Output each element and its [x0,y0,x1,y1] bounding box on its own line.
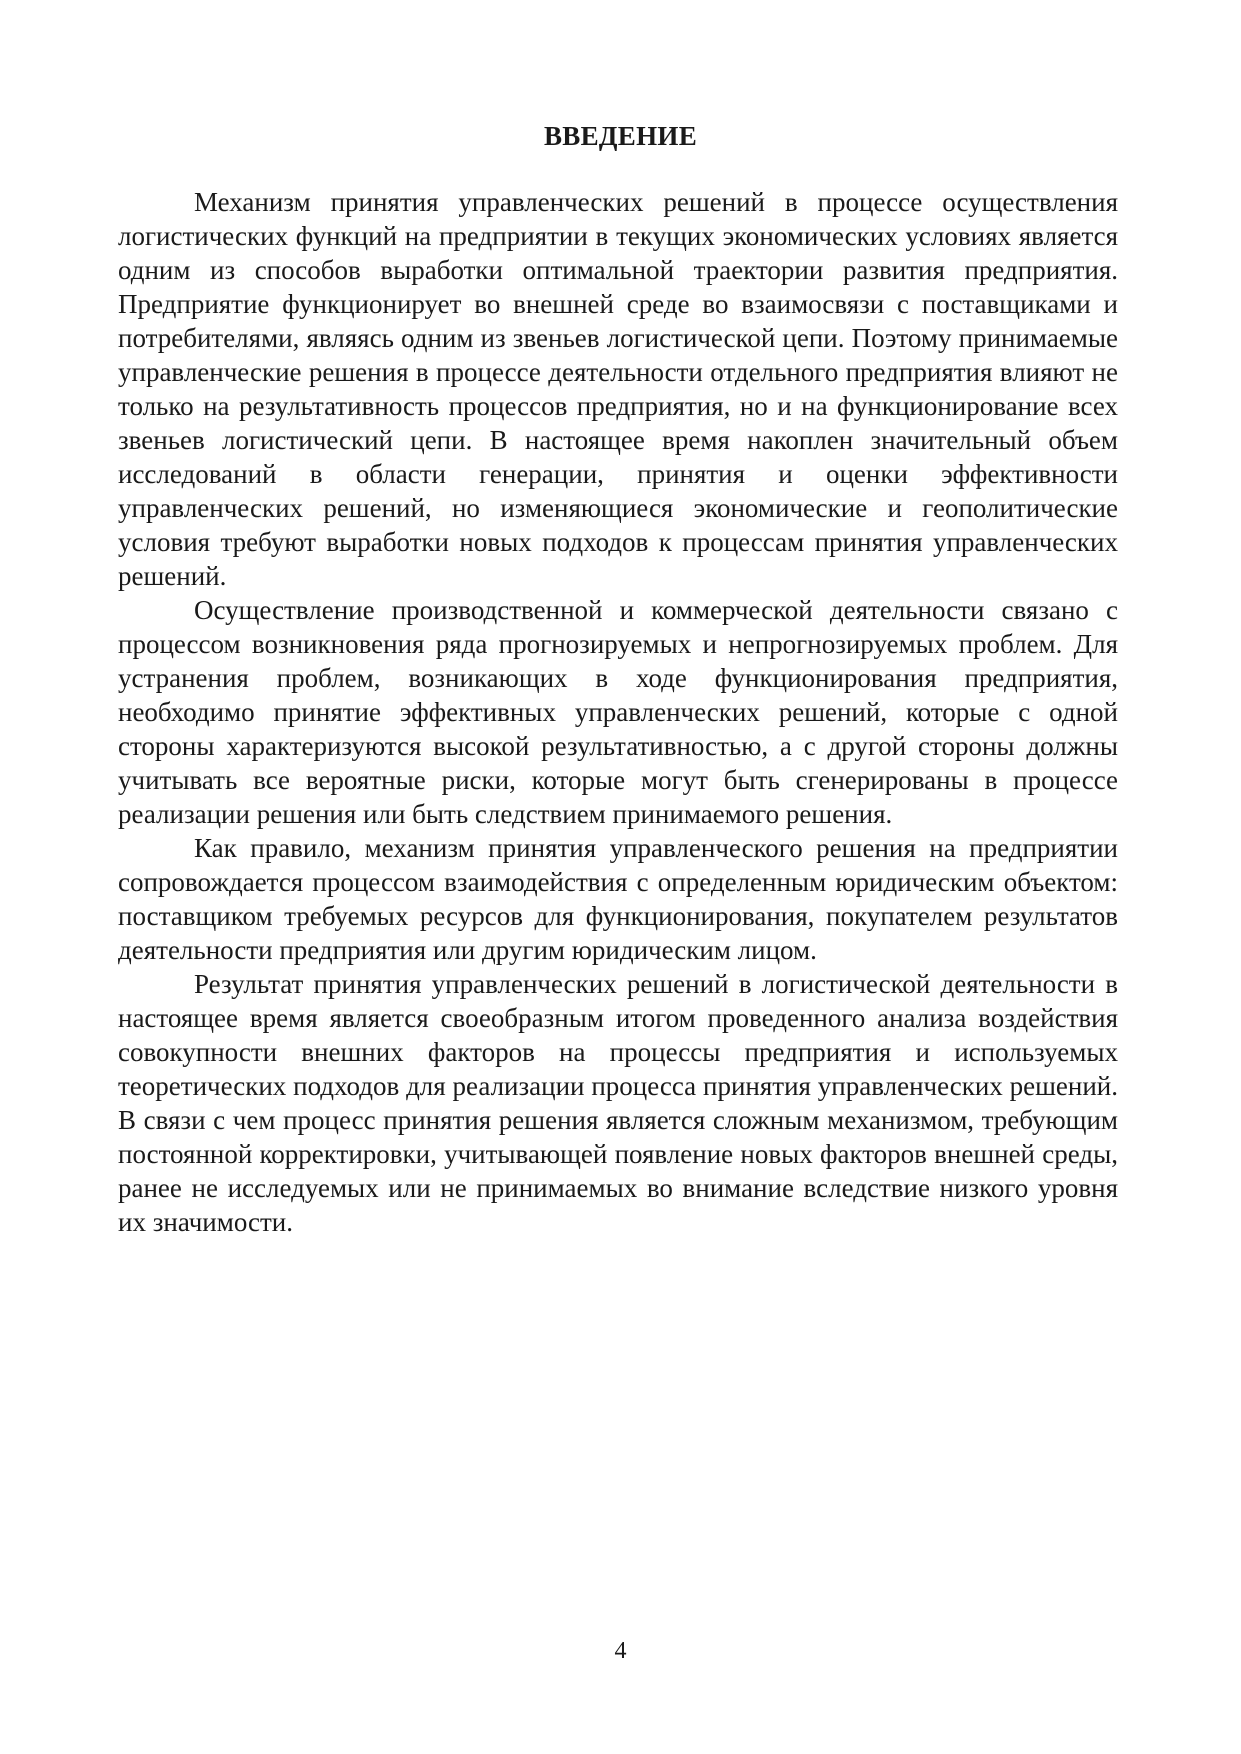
paragraph-2: Осуществление производственной и коммерческой деятельности связано с процессом возникновения ряда прогнозируемых и непрогнозируемых проблем. Для устранения проблем, возникающих в ходе функционирования предприятия, необходимо принятие эффективных управленческих решений, которые с одной стороны характеризуются высокой результативностью, а с другой стороны должны учитывать все вероятные риски, которые могут быть сгенерированы в процессе реализации решения или быть следствием принимаемого решения. [118,595,1118,829]
paragraph-3: Как правило, механизм принятия управленческого решения на предприятии сопровождается процессом взаимодействия с определенным юридическим объектом: поставщиком требуемых ресурсов для функционирования, покупателем результатов деятельности предприятия или другим юридическим лицом. [118,833,1118,965]
paragraph-1: Механизм принятия управленческих решений в процессе осуществления логистических функций на предприятии в текущих экономических условиях является одним из способов выработки оптимальной траектории развития предприятия. Предприятие функционирует во внешней среде во взаимосвязи с поставщиками и потребителями, являясь одним из звеньев логистической цепи. Поэтому принимаемые управленческие решения в процессе деятельности отдельного предприятия влияют не только на результативность процессов предприятия, но и на функционирование всех звеньев логистический цепи. В настоящее время накоплен значительный объем исследований в области генерации, принятия и оценки эффективности управленческих решений, но изменяющиеся экономические и геополитические условия требуют выработки новых подходов к процессам принятия управленческих решений. [118,187,1118,591]
section-title: ВВЕДЕНИЕ [543,121,698,151]
paragraph-4: Результат принятия управленческих решений в логистической деятельности в настоящее время является своеобразным итогом проведенного анализа воздействия совокупности внешних факторов на процессы предприятия и используемых теоретических подходов для реализации процесса принятия управленческих решений. В связи с чем процесс принятия решения является сложным механизмом, требующим постоянной корректировки, учитывающей появление новых факторов внешней среды, ранее не исследуемых или не принимаемых во внимание вследствие низкого уровня их значимости. [118,969,1118,1237]
page-number: 4 [614,1638,627,1664]
body-text [118,185,1118,1239]
